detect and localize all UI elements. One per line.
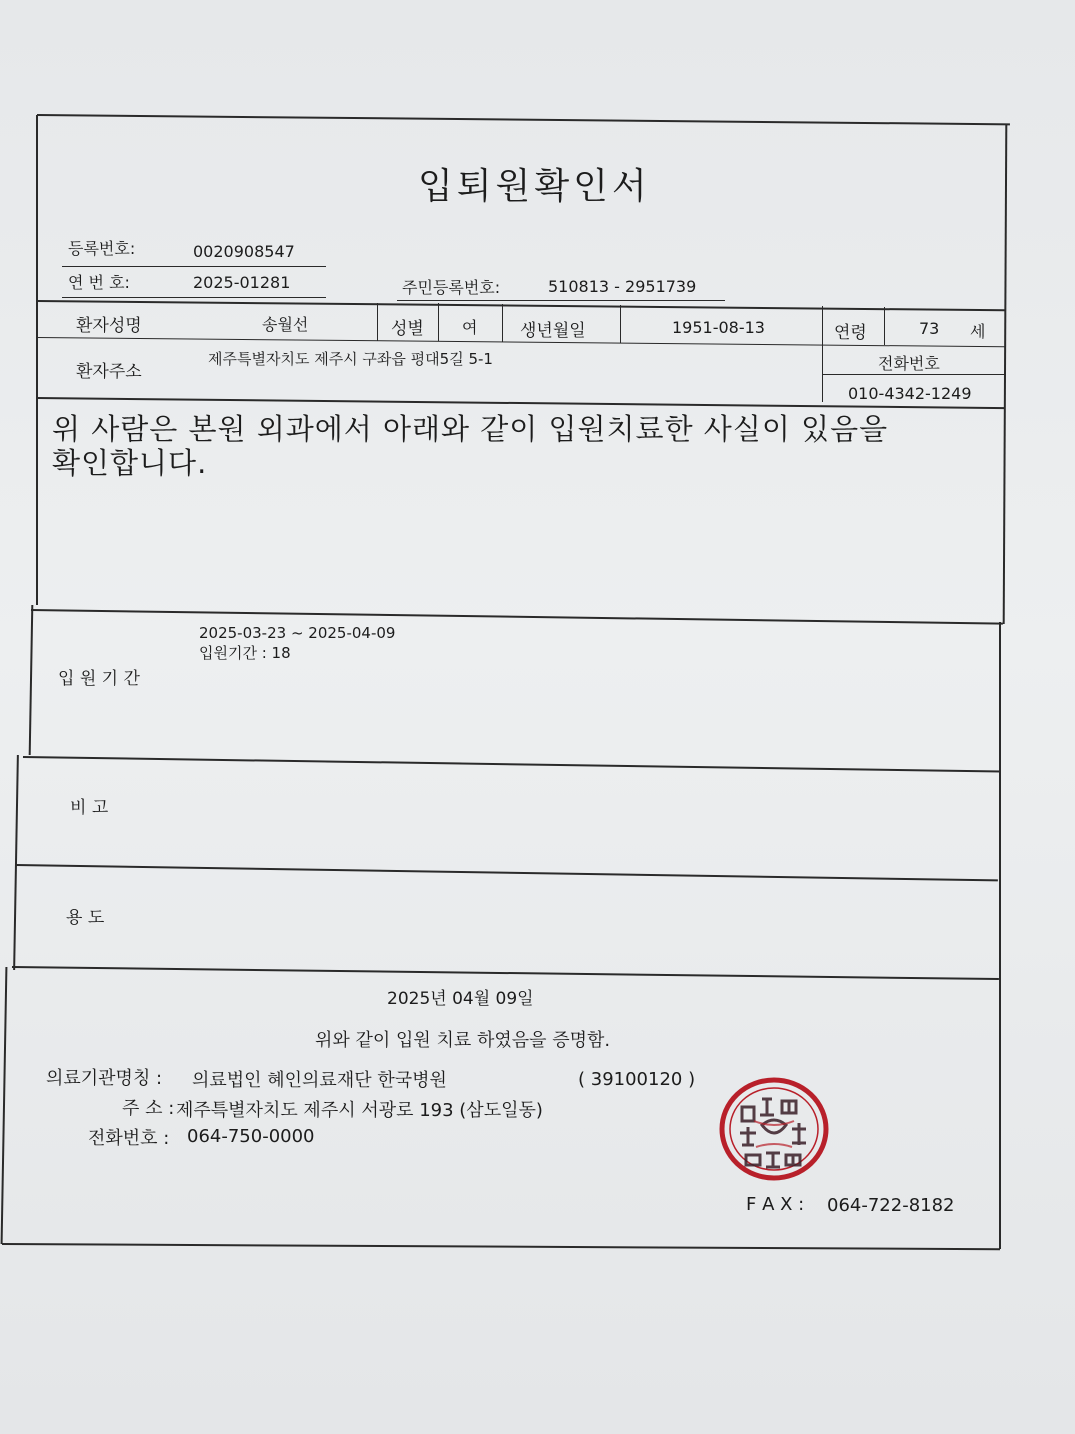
document-title: 입퇴원확인서 (418, 166, 651, 207)
statement-line-2: 확인합니다. (52, 446, 208, 480)
admission-days: 입원기간 : 18 (199, 644, 291, 662)
age-label: 연령 (834, 323, 867, 343)
sep-sex-val (438, 303, 439, 341)
frame-bottom (2, 1243, 1000, 1250)
admission-top-line (31, 609, 1003, 625)
frame-left-last (1, 967, 8, 1244)
fax-label: F A X : (746, 1194, 805, 1215)
admission-period: 2025-03-23 ~ 2025-04-09 (199, 624, 396, 642)
purpose-label: 용 도 (66, 908, 105, 928)
institution-phone: 064-750-0000 (187, 1126, 315, 1147)
frame-left (36, 115, 38, 605)
dob-value: 1951-08-13 (672, 318, 765, 337)
serial-label: 연 번 호: (68, 273, 130, 292)
sep-dob (502, 304, 503, 342)
address-value: 제주특별자치도 제주시 구좌읍 평대5길 5-1 (208, 350, 493, 368)
institution-name-label: 의료기관명칭 : (46, 1068, 163, 1089)
institution-name: 의료법인 혜인의료재단 한국병원 (192, 1070, 447, 1091)
resident-underline (397, 300, 725, 301)
institution-code: ( 39100120 ) (578, 1069, 696, 1090)
frame-right-lower (999, 622, 1001, 1249)
admission-label: 입 원 기 간 (58, 669, 140, 689)
official-seal-icon (718, 1077, 830, 1181)
footer-top-line (12, 966, 999, 980)
fax-number: 064-722-8182 (827, 1195, 955, 1216)
registration-label: 등록번호: (68, 239, 136, 258)
frame-left-lower (29, 605, 34, 755)
serial-number: 2025-01281 (193, 273, 291, 292)
registration-underline (62, 266, 326, 267)
institution-address: 제주특별자치도 제주시 서광로 193 (삼도일동) (176, 1100, 543, 1121)
sep-sex (377, 303, 378, 341)
sep-dob-val (620, 305, 621, 343)
resident-label: 주민등록번호: (402, 278, 501, 297)
phone-value: 010-4342-1249 (848, 384, 972, 403)
resident-number: 510813 - 2951739 (548, 277, 697, 296)
age-value: 73 (919, 319, 940, 338)
statement-line-1: 위 사람은 본원 외과에서 아래와 같이 입원치료한 사실이 있음을 (52, 412, 889, 446)
sep-age-val (884, 307, 885, 345)
age-unit: 세 (970, 322, 986, 341)
patient-name-label: 환자성명 (76, 316, 142, 336)
remarks-top-line (23, 756, 1001, 773)
purpose-top-line (16, 864, 998, 881)
sex-label: 성별 (391, 319, 424, 339)
sep-phone (822, 374, 1004, 375)
phone-label: 전화번호 (878, 354, 940, 373)
serial-underline (62, 297, 326, 298)
certify-text: 위와 같이 입원 치료 하였음을 증명함. (315, 1030, 611, 1051)
table-row1-top (37, 300, 1005, 311)
registration-number: 0020908547 (193, 242, 295, 261)
dob-label: 생년월일 (520, 321, 586, 341)
sex-value: 여 (462, 318, 478, 337)
frame-top (37, 114, 1010, 125)
sep-age (822, 306, 823, 402)
patient-name: 송월선 (262, 315, 309, 334)
frame-left-bottom (13, 755, 19, 970)
remarks-label: 비 고 (70, 798, 109, 818)
issue-date: 2025년 04월 09일 (387, 989, 534, 1009)
address-label: 환자주소 (76, 362, 142, 382)
institution-address-label: 주 소 : (122, 1098, 175, 1119)
institution-phone-label: 전화번호 : (88, 1128, 170, 1149)
